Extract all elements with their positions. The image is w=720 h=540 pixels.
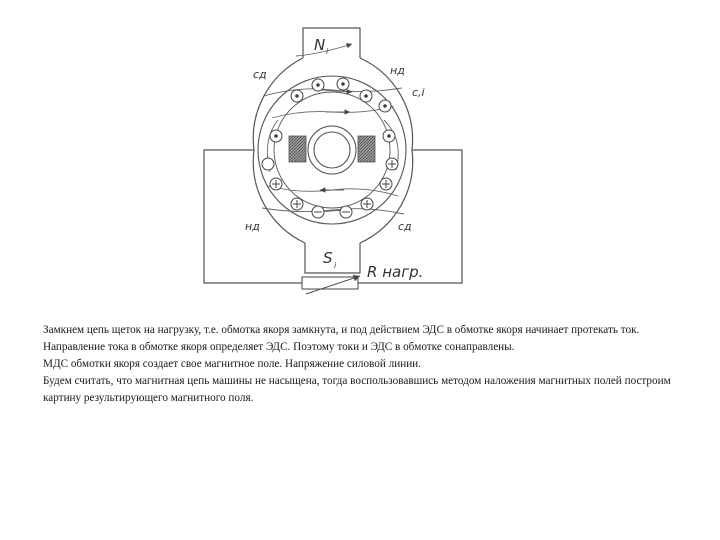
caption-paragraph-3: Будем считать, что магнитная цепь машины не насыщена, тогда воспользовавшись методом наложения магнитных полей построим картину результирующего магнитного поля. [43, 375, 671, 404]
caption-paragraph-1: Замкнем цепь щеток на нагрузку, т.е. обмотка якоря замкнута, и под действием ЭДС в обмотке якоря начинает протекать ток. Направление тока в обмотке якоря определяет ЭДС. Поэтому токи и ЭДС в обмотке сонаправлены. [43, 324, 640, 353]
pole-south-sub: i [334, 261, 337, 270]
pole-south-label: S [323, 249, 333, 267]
axis-label: с,i [412, 86, 425, 99]
caption-paragraph-2: МДС обмотки якоря создает свое магнитное поле. Напряжение силовой линии. [43, 358, 421, 370]
north-pole [303, 28, 360, 58]
pole-north-sub: i [326, 47, 329, 56]
brush-label-top-left: сд [253, 68, 267, 81]
caption-text [43, 322, 683, 407]
stator-frame [253, 58, 412, 243]
armature [258, 76, 406, 224]
shaft-block-left [289, 136, 306, 162]
brush-label-bottom-right: сд [398, 220, 412, 233]
brush-label-bottom-left: нд [245, 220, 260, 233]
load-resistor [302, 276, 360, 294]
shaft-block-right [358, 136, 375, 162]
pole-north-label: N [314, 36, 326, 54]
conductors-plus-minus [270, 158, 398, 218]
load-label: R нагр. [367, 263, 424, 281]
brush-label-top-right: нд [390, 64, 405, 77]
